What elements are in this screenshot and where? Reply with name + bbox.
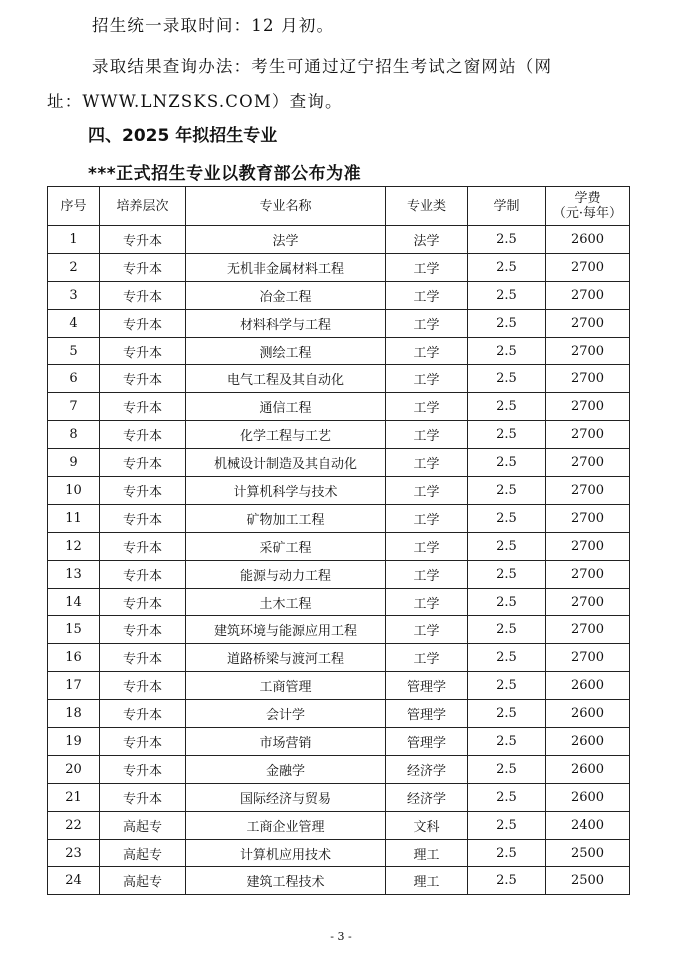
cell-fee: 2700 [546, 421, 630, 449]
cell-name: 通信工程 [186, 393, 386, 421]
cell-category: 工学 [386, 449, 468, 477]
cell-years: 2.5 [468, 504, 546, 532]
cell-level: 专升本 [100, 449, 186, 477]
table-row [48, 226, 630, 254]
table-row [48, 477, 630, 505]
cell-no: 7 [48, 393, 100, 421]
cell-category: 工学 [386, 616, 468, 644]
cell-name: 采矿工程 [186, 532, 386, 560]
table-row [48, 337, 630, 365]
cell-years: 2.5 [468, 449, 546, 477]
cell-no: 17 [48, 672, 100, 700]
cell-level: 专升本 [100, 616, 186, 644]
cell-no: 13 [48, 560, 100, 588]
cell-no: 15 [48, 616, 100, 644]
cell-fee: 2600 [546, 755, 630, 783]
cell-years: 2.5 [468, 309, 546, 337]
cell-years: 2.5 [468, 811, 546, 839]
table-row [48, 281, 630, 309]
page-number: - 3 - [330, 930, 352, 943]
cell-years: 2.5 [468, 672, 546, 700]
header-category: 专业类 [386, 187, 468, 226]
majors-table [47, 186, 630, 895]
cell-no: 21 [48, 783, 100, 811]
cell-name: 会计学 [186, 700, 386, 728]
cell-no: 3 [48, 281, 100, 309]
cell-level: 专升本 [100, 477, 186, 505]
cell-no: 24 [48, 867, 100, 895]
cell-category: 工学 [386, 560, 468, 588]
cell-no: 6 [48, 365, 100, 393]
cell-years: 2.5 [468, 337, 546, 365]
cell-name: 土木工程 [186, 588, 386, 616]
cell-fee: 2600 [546, 783, 630, 811]
cell-category: 工学 [386, 393, 468, 421]
cell-years: 2.5 [468, 477, 546, 505]
cell-category: 理工 [386, 839, 468, 867]
cell-fee: 2600 [546, 672, 630, 700]
cell-name: 电气工程及其自动化 [186, 365, 386, 393]
cell-fee: 2700 [546, 281, 630, 309]
section-heading: 四、2025 年拟招生专业 [88, 126, 278, 146]
table-row [48, 700, 630, 728]
cell-fee: 2700 [546, 449, 630, 477]
cell-level: 专升本 [100, 337, 186, 365]
cell-level: 专升本 [100, 253, 186, 281]
cell-category: 工学 [386, 588, 468, 616]
cell-level: 专升本 [100, 728, 186, 756]
table-row [48, 504, 630, 532]
cell-years: 2.5 [468, 783, 546, 811]
cell-name: 测绘工程 [186, 337, 386, 365]
cell-no: 11 [48, 504, 100, 532]
cell-years: 2.5 [468, 226, 546, 254]
cell-name: 材料科学与工程 [186, 309, 386, 337]
cell-level: 专升本 [100, 588, 186, 616]
cell-level: 高起专 [100, 839, 186, 867]
cell-fee: 2500 [546, 839, 630, 867]
cell-no: 16 [48, 644, 100, 672]
cell-fee: 2700 [546, 532, 630, 560]
cell-fee: 2600 [546, 226, 630, 254]
cell-fee: 2600 [546, 700, 630, 728]
cell-fee: 2700 [546, 393, 630, 421]
table-row [48, 867, 630, 895]
cell-name: 化学工程与工艺 [186, 421, 386, 449]
cell-level: 高起专 [100, 867, 186, 895]
cell-years: 2.5 [468, 839, 546, 867]
cell-level: 专升本 [100, 226, 186, 254]
cell-name: 计算机应用技术 [186, 839, 386, 867]
cell-fee: 2400 [546, 811, 630, 839]
table-row [48, 365, 630, 393]
cell-category: 工学 [386, 504, 468, 532]
cell-name: 金融学 [186, 755, 386, 783]
cell-no: 23 [48, 839, 100, 867]
cell-years: 2.5 [468, 421, 546, 449]
cell-name: 建筑环境与能源应用工程 [186, 616, 386, 644]
table-row [48, 588, 630, 616]
cell-fee: 2700 [546, 477, 630, 505]
cell-category: 法学 [386, 226, 468, 254]
cell-no: 1 [48, 226, 100, 254]
enrollment-time-text: 招生统一录取时间：12 月初。 [92, 16, 335, 35]
cell-no: 18 [48, 700, 100, 728]
cell-fee: 2700 [546, 309, 630, 337]
header-fee [546, 187, 630, 226]
query-method-text: 录取结果查询办法：考生可通过辽宁招生考试之窗网站（网 [92, 57, 553, 76]
cell-level: 专升本 [100, 644, 186, 672]
cell-category: 工学 [386, 477, 468, 505]
cell-level: 专升本 [100, 700, 186, 728]
cell-level: 专升本 [100, 504, 186, 532]
table-row [48, 755, 630, 783]
cell-level: 专升本 [100, 783, 186, 811]
cell-level: 专升本 [100, 309, 186, 337]
official-notice: ***正式招生专业以教育部公布为准 [88, 164, 362, 184]
cell-fee: 2700 [546, 616, 630, 644]
cell-name: 工商管理 [186, 672, 386, 700]
cell-level: 专升本 [100, 393, 186, 421]
cell-years: 2.5 [468, 281, 546, 309]
cell-no: 2 [48, 253, 100, 281]
cell-years: 2.5 [468, 588, 546, 616]
cell-category: 经济学 [386, 783, 468, 811]
cell-name: 矿物加工工程 [186, 504, 386, 532]
cell-category: 管理学 [386, 672, 468, 700]
cell-level: 专升本 [100, 672, 186, 700]
table-row [48, 644, 630, 672]
cell-years: 2.5 [468, 728, 546, 756]
cell-years: 2.5 [468, 644, 546, 672]
cell-no: 10 [48, 477, 100, 505]
cell-category: 理工 [386, 867, 468, 895]
cell-name: 无机非金属材料工程 [186, 253, 386, 281]
cell-name: 市场营销 [186, 728, 386, 756]
cell-category: 工学 [386, 281, 468, 309]
table-row [48, 309, 630, 337]
cell-category: 工学 [386, 532, 468, 560]
table-row [48, 421, 630, 449]
header-name: 专业名称 [186, 187, 386, 226]
cell-level: 专升本 [100, 365, 186, 393]
cell-fee: 2600 [546, 728, 630, 756]
cell-years: 2.5 [468, 393, 546, 421]
table-row [48, 449, 630, 477]
cell-no: 19 [48, 728, 100, 756]
cell-fee: 2700 [546, 253, 630, 281]
cell-no: 14 [48, 588, 100, 616]
cell-level: 专升本 [100, 560, 186, 588]
header-no: 序号 [48, 187, 100, 226]
cell-level: 高起专 [100, 811, 186, 839]
cell-fee: 2700 [546, 504, 630, 532]
cell-years: 2.5 [468, 560, 546, 588]
cell-years: 2.5 [468, 532, 546, 560]
cell-years: 2.5 [468, 867, 546, 895]
table-row [48, 728, 630, 756]
table-row [48, 616, 630, 644]
header-fee-line2: （元·每年） [552, 206, 623, 221]
cell-name: 冶金工程 [186, 281, 386, 309]
cell-no: 4 [48, 309, 100, 337]
cell-years: 2.5 [468, 700, 546, 728]
cell-years: 2.5 [468, 365, 546, 393]
cell-name: 计算机科学与技术 [186, 477, 386, 505]
cell-category: 工学 [386, 309, 468, 337]
cell-category: 管理学 [386, 728, 468, 756]
cell-no: 22 [48, 811, 100, 839]
cell-fee: 2700 [546, 560, 630, 588]
cell-category: 工学 [386, 644, 468, 672]
header-fee-line1: 学费 [574, 191, 601, 206]
cell-category: 工学 [386, 253, 468, 281]
cell-years: 2.5 [468, 755, 546, 783]
cell-category: 经济学 [386, 755, 468, 783]
table-row [48, 811, 630, 839]
cell-category: 工学 [386, 421, 468, 449]
cell-years: 2.5 [468, 616, 546, 644]
cell-fee: 2700 [546, 337, 630, 365]
cell-name: 工商企业管理 [186, 811, 386, 839]
cell-fee: 2700 [546, 365, 630, 393]
cell-fee: 2500 [546, 867, 630, 895]
cell-no: 20 [48, 755, 100, 783]
cell-category: 管理学 [386, 700, 468, 728]
cell-name: 法学 [186, 226, 386, 254]
cell-name: 建筑工程技术 [186, 867, 386, 895]
cell-name: 能源与动力工程 [186, 560, 386, 588]
cell-category: 工学 [386, 365, 468, 393]
table-row [48, 783, 630, 811]
query-method-url-text: 址：WWW.LNZSKS.COM）查询。 [47, 92, 343, 111]
cell-category: 工学 [386, 337, 468, 365]
cell-level: 专升本 [100, 532, 186, 560]
table-row [48, 253, 630, 281]
cell-fee: 2700 [546, 644, 630, 672]
table-row [48, 672, 630, 700]
header-years: 学制 [468, 187, 546, 226]
cell-no: 8 [48, 421, 100, 449]
table-row [48, 560, 630, 588]
cell-level: 专升本 [100, 755, 186, 783]
cell-no: 5 [48, 337, 100, 365]
cell-name: 道路桥梁与渡河工程 [186, 644, 386, 672]
table-row [48, 393, 630, 421]
cell-category: 文科 [386, 811, 468, 839]
cell-level: 专升本 [100, 281, 186, 309]
cell-no: 12 [48, 532, 100, 560]
header-level: 培养层次 [100, 187, 186, 226]
cell-name: 国际经济与贸易 [186, 783, 386, 811]
table-row [48, 532, 630, 560]
table-row [48, 839, 630, 867]
cell-fee: 2700 [546, 588, 630, 616]
cell-no: 9 [48, 449, 100, 477]
cell-name: 机械设计制造及其自动化 [186, 449, 386, 477]
cell-years: 2.5 [468, 253, 546, 281]
cell-level: 专升本 [100, 421, 186, 449]
table-header-row [48, 187, 630, 226]
